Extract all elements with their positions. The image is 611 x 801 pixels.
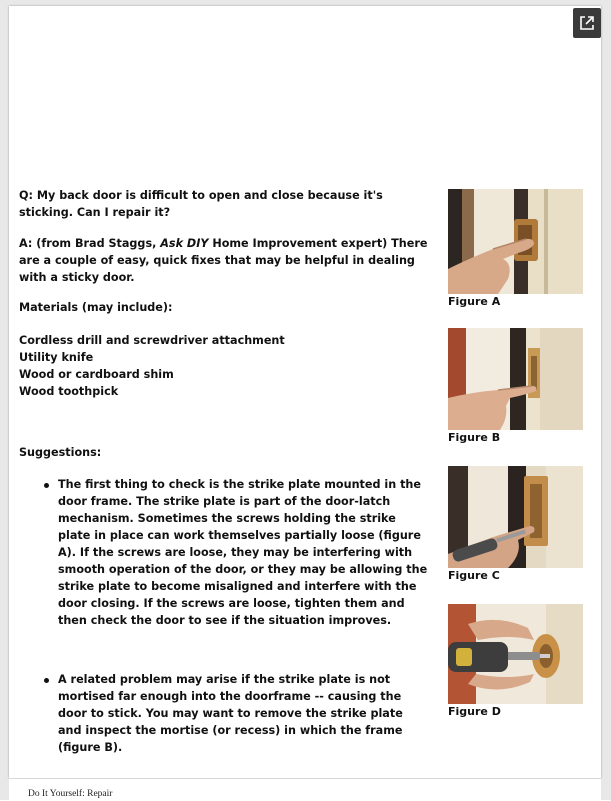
figure-a-caption: Figure A	[448, 295, 501, 308]
figure-b-caption: Figure B	[448, 431, 501, 444]
suggestions-heading: Suggestions:	[19, 446, 102, 459]
list-item: A related problem may arise if the strike plate is not mortised far enough into the doorframe -- causing the door to stick. You may want to remove the strike plate and inspect the mortise (or recess) in which the frame (figure B).	[58, 671, 429, 756]
question-text: Q: My back door is difficult to open and close because it's sticking. Can I repair it?	[19, 189, 383, 219]
popout-button[interactable]	[573, 8, 601, 38]
suggestions-list	[19, 476, 429, 756]
page-footer-text: Do It Yourself: Repair	[28, 789, 113, 799]
figure-a-photo	[448, 189, 583, 294]
list-item: Utility knife	[19, 351, 94, 364]
list-item: Wood toothpick	[19, 385, 119, 398]
external-link-icon	[579, 15, 595, 31]
figure-a	[448, 189, 583, 308]
figure-d	[448, 604, 583, 718]
answer-suffix: Home Improvement expert) There are a couple of easy, quick fixes that may be helpful in dealing with a sticky door.	[19, 237, 428, 284]
article-text	[19, 187, 429, 756]
figure-b-photo	[448, 328, 583, 430]
list-item: Cordless drill and screwdriver attachment	[19, 334, 285, 347]
list-item: Wood or cardboard shim	[19, 368, 174, 381]
answer-source: Ask DIY	[160, 237, 209, 250]
materials-list	[19, 332, 429, 400]
figure-c-photo	[448, 466, 583, 568]
list-item: The first thing to check is the strike plate mounted in the door frame. The strike plate is part of the door-latch mechanism. Sometimes the screws holding the strike plate in place can work themselves partially loose (figure A). If the screws are loose, they may be interfering with smooth operation of the door, or they may be allowing the strike plate to become misaligned and interfere with the door closing. If the screws are loose, tighten them and then check the door to see if the situation improves.	[58, 478, 428, 627]
figure-d-caption: Figure D	[448, 705, 501, 718]
figure-d-photo	[448, 604, 583, 704]
answer-prefix: A: (from Brad Staggs,	[19, 237, 161, 250]
figure-c	[448, 466, 583, 582]
figure-c-caption: Figure C	[448, 569, 500, 582]
answer-text	[19, 235, 429, 286]
materials-heading: Materials (may include):	[19, 301, 173, 314]
figure-b	[448, 328, 583, 444]
